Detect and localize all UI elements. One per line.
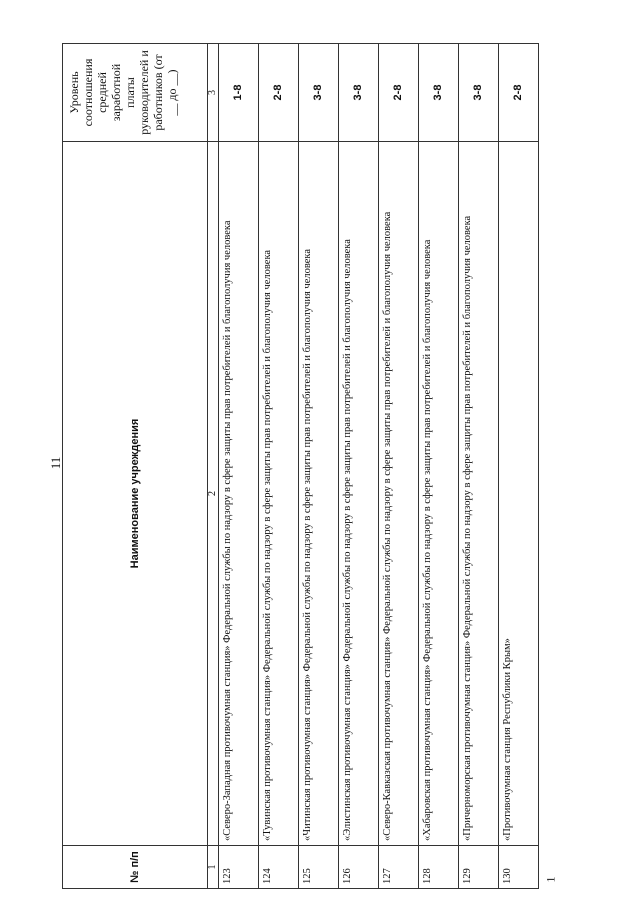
salary-ratio-level: 3-8 — [459, 44, 499, 142]
header-name: Наименование учреждения — [63, 142, 208, 846]
institution-name: «Северо-Кавказская противочумная станция» Федеральной службы по надзору в сфере защиты прав потребителей и благополучия человека — [379, 142, 419, 846]
row-number: 130 — [499, 846, 539, 889]
column-index-row — [208, 44, 219, 889]
table-row — [419, 44, 459, 889]
institution-name: «Читинская противочумная станция» Федеральной службы по надзору в сфере защиты прав потребителей и благополучия человека — [299, 142, 339, 846]
table-header-row — [63, 44, 208, 889]
institutions-table — [62, 43, 539, 889]
table-row — [259, 44, 299, 889]
institution-name: «Северо-Западная противочумная станция» Федеральной службы по надзору в сфере защиты прав потребителей и благополучия человека — [219, 142, 259, 846]
column-index-2: 2 — [208, 142, 219, 846]
page-number: 11 — [48, 456, 63, 470]
row-number: 124 — [259, 846, 299, 889]
salary-ratio-level: 1-8 — [219, 44, 259, 142]
salary-ratio-level: 3-8 — [339, 44, 379, 142]
institution-name: «Причерноморская противочумная станция» Федеральной службы по надзору в сфере защиты прав потребителей и благополучия человека — [459, 142, 499, 846]
row-number: 127 — [379, 846, 419, 889]
institution-name: «Противочумная станция Республики Крым» — [499, 142, 539, 846]
column-index-3: 3 — [208, 44, 219, 142]
column-index-1: 1 — [208, 846, 219, 889]
table-row — [219, 44, 259, 889]
header-level: Уровень соотношения средней заработной платы руководителей и работников (от __ до __) — [63, 44, 208, 142]
institution-name: «Элистинская противочумная станция» Федеральной службы по надзору в сфере защиты прав потребителей и благополучия человека — [339, 142, 379, 846]
salary-ratio-level: 2-8 — [379, 44, 419, 142]
footnote-mark: 1 — [543, 876, 558, 883]
row-number: 128 — [419, 846, 459, 889]
institution-name: «Хабаровская противочумная станция» Федеральной службы по надзору в сфере защиты прав потребителей и благополучия человека — [419, 142, 459, 846]
header-number: № п/п — [63, 846, 208, 889]
table-row — [499, 44, 539, 889]
table-row — [379, 44, 419, 889]
salary-ratio-level: 3-8 — [299, 44, 339, 142]
salary-ratio-level: 2-8 — [259, 44, 299, 142]
rotated-table-container — [62, 44, 574, 889]
table-row — [459, 44, 499, 889]
table-row — [339, 44, 379, 889]
row-number: 129 — [459, 846, 499, 889]
institution-name: «Тувинская противочумная станция» Федеральной службы по надзору в сфере защиты прав потребителей и благополучия человека — [259, 142, 299, 846]
table-row — [299, 44, 339, 889]
row-number: 123 — [219, 846, 259, 889]
row-number: 126 — [339, 846, 379, 889]
row-number: 125 — [299, 846, 339, 889]
salary-ratio-level: 2-8 — [499, 44, 539, 142]
salary-ratio-level: 3-8 — [419, 44, 459, 142]
